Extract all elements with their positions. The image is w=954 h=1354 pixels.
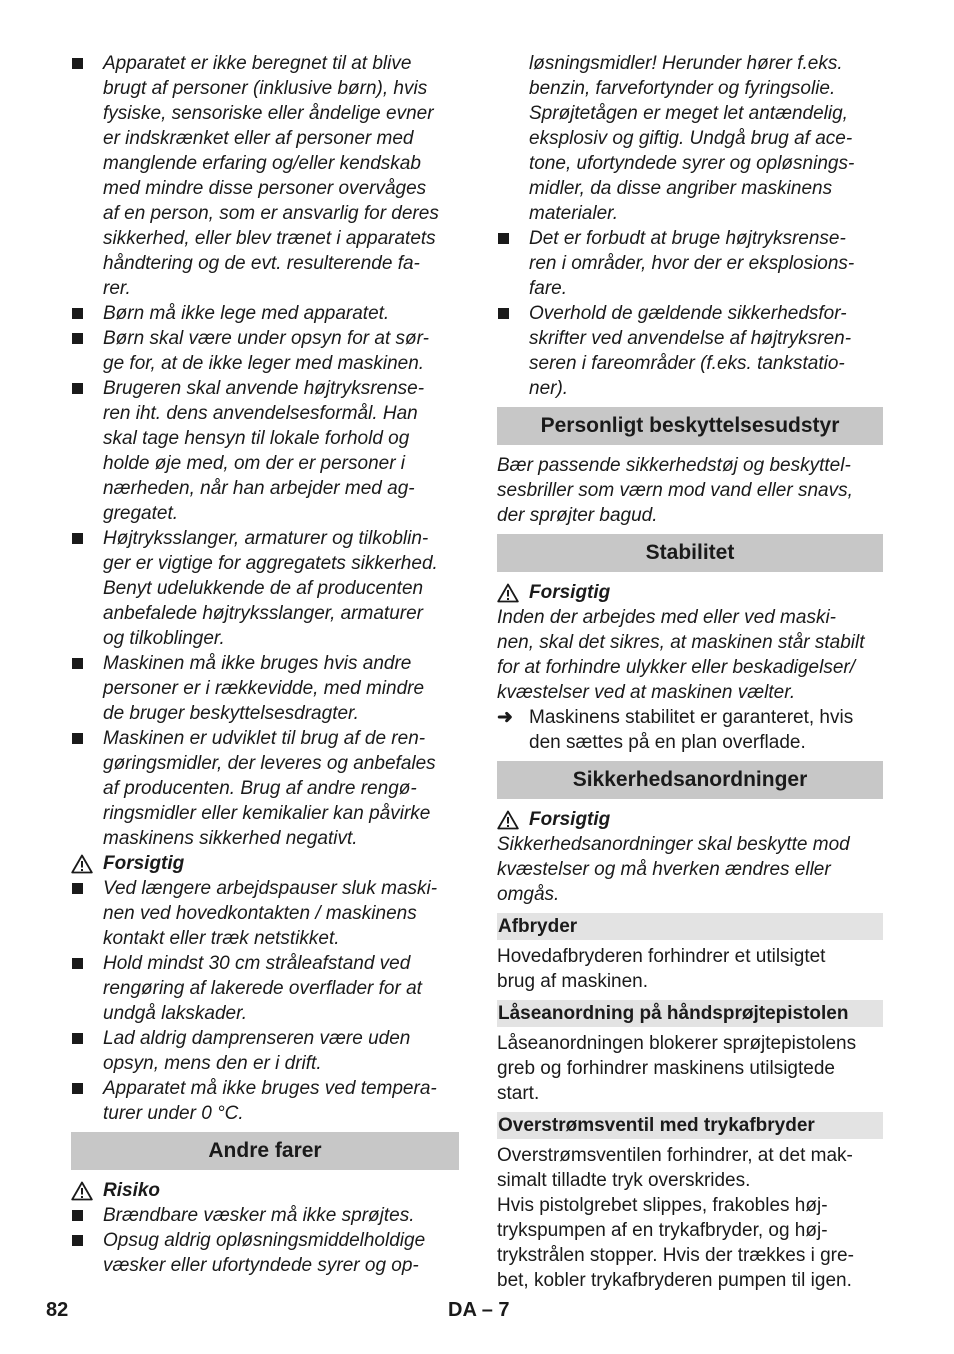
text-line: midler, da disse angriber maskinens xyxy=(529,178,833,199)
text-line: bet, kobler trykafbryderen pumpen til igen. xyxy=(497,1270,852,1291)
caution-heading xyxy=(71,851,459,876)
text-line: undgå lakskader. xyxy=(103,1003,248,1024)
text-line: Højtryksslanger, armaturer og tilkoblin- xyxy=(103,528,429,549)
bullet-square-icon xyxy=(497,301,529,326)
text-line: gregatet. xyxy=(103,503,178,524)
list-item xyxy=(71,1026,459,1076)
right-arrow-icon: ➜ xyxy=(497,707,513,728)
bullet-square-icon xyxy=(71,526,103,551)
text-line: og tilkoblinger. xyxy=(103,628,225,649)
paragraph-laaseanordning xyxy=(497,1031,883,1106)
right-column xyxy=(497,51,883,1293)
list-item xyxy=(71,951,459,1026)
text-line: holde øje med, om der er personer i xyxy=(103,453,406,474)
text-line: Hvis pistolgrebet slippes, frakobles høj- xyxy=(497,1195,828,1216)
warning-triangle-icon xyxy=(71,854,103,874)
text-line: rer. xyxy=(103,278,131,299)
section-heading-sikkerhed: Sikkerhedsanordninger xyxy=(497,761,883,799)
subheading-overstroemsventil: Overstrømsventil med trykafbryder xyxy=(497,1112,883,1139)
text-line: materialer. xyxy=(529,203,619,224)
list-item xyxy=(71,326,459,376)
result-item xyxy=(497,705,883,755)
text-line: personer er i rækkevidde, med mindre xyxy=(103,678,425,699)
text-line: Hovedafbryderen forhindrer et utilsigtet xyxy=(497,946,826,967)
text-line: trykspumpen af en trykafbryder, og høj- xyxy=(497,1220,828,1241)
text-line: håndtering og de evt. resulterende fa- xyxy=(103,253,420,274)
text-line: Det er forbudt at bruge højtryksrense- xyxy=(529,228,846,249)
text-line: løsningsmidler! Herunder hører f.eks. xyxy=(529,53,843,74)
text-line: sikkerhed, eller blev trænet i apparatets xyxy=(103,228,436,249)
bullet-square-icon xyxy=(71,726,103,751)
list-item xyxy=(71,1076,459,1126)
text-line: maskinens sikkerhed negativt. xyxy=(103,828,358,849)
text-line: manglende erfaring og/eller kendskab xyxy=(103,153,421,174)
bullet-square-icon xyxy=(71,1228,103,1253)
warning-triangle-icon xyxy=(71,1181,103,1201)
text-line: fysiske, sensoriske eller åndelige evner xyxy=(103,103,434,124)
section-heading-andre-farer: Andre farer xyxy=(71,1132,459,1170)
bullet-square-icon xyxy=(71,51,103,76)
text-line: omgås. xyxy=(497,884,560,905)
text-line: ner). xyxy=(529,378,569,399)
text-line: ge for, at de ikke leger med maskinen. xyxy=(103,353,425,374)
text-line: Ved længere arbejdspauser sluk maski- xyxy=(103,878,438,899)
section-heading-personligt: Personligt beskyttelsesudstyr xyxy=(497,407,883,445)
list-item xyxy=(497,301,883,401)
text-line: er indskrænket eller af personer med xyxy=(103,128,414,149)
text-line: greb og forhindrer maskinens utilsigtede xyxy=(497,1058,835,1079)
paragraph-afbryder xyxy=(497,944,883,994)
text-line: skrifter ved anvendelse af højtryksren- xyxy=(529,328,852,349)
text-line: Maskinen er udviklet til brug af de ren- xyxy=(103,728,426,749)
paragraph-personligt xyxy=(497,453,883,528)
paragraph-overstroemsventil xyxy=(497,1143,883,1293)
text-line: brugt af personer (inklusive børn), hvis xyxy=(103,78,428,99)
list-item xyxy=(71,376,459,526)
text-line: Låseanordningen blokerer sprøjtepistolens xyxy=(497,1033,857,1054)
list-item xyxy=(71,51,459,301)
list-item xyxy=(71,876,459,951)
text-line: eksplosiv og giftig. Undgå brug af ace- xyxy=(529,128,853,149)
text-line: Apparatet må ikke bruges ved tempera- xyxy=(103,1078,437,1099)
list-item xyxy=(497,226,883,301)
text-line: start. xyxy=(497,1083,540,1104)
text-line: Børn må ikke lege med apparatet. xyxy=(103,303,390,324)
warning-label: Forsigtig xyxy=(103,853,185,874)
bullet-square-icon xyxy=(71,951,103,976)
text-line: nen, skal det sikres, at maskinen står stabilt xyxy=(497,632,865,653)
text-line: kvæstelser og må hverken ændres eller xyxy=(497,859,831,880)
text-line: simalt tilladte tryk overskrides. xyxy=(497,1170,751,1191)
text-line: Sprøjtetågen er meget let antændelig, xyxy=(529,103,848,124)
text-line: Benyt udelukkende de af producenten xyxy=(103,578,424,599)
text-line: kvæstelser ved at maskinen vælter. xyxy=(497,682,796,703)
left-column xyxy=(71,51,459,1278)
text-line: der sprøjter bagud. xyxy=(497,505,658,526)
list-item xyxy=(71,651,459,726)
text-line: turer under 0 °C. xyxy=(103,1103,244,1124)
subheading-laaseanordning: Låseanordning på håndsprøjtepistolen xyxy=(497,1000,883,1027)
paragraph-stabilitet xyxy=(497,605,883,705)
text-line: nærheden, når han arbejder med ag- xyxy=(103,478,415,499)
warning-triangle-icon xyxy=(497,810,529,830)
text-line: Apparatet er ikke beregnet til at blive xyxy=(103,53,412,74)
text-line: fare. xyxy=(529,278,568,299)
text-line: Maskinens stabilitet er garanteret, hvis xyxy=(529,707,854,728)
text-line: sesbriller som værn mod vand eller snavs, xyxy=(497,480,853,501)
bullet-square-icon xyxy=(71,326,103,351)
warning-triangle-icon xyxy=(497,583,529,603)
list-item xyxy=(71,726,459,851)
list-item xyxy=(71,526,459,651)
text-line: nen ved hovedkontakten / maskinens xyxy=(103,903,417,924)
warning-label: Forsigtig xyxy=(529,809,611,830)
text-line: de bruger beskyttelsesdragter. xyxy=(103,703,359,724)
text-line: af en person, som er ansvarlig for deres xyxy=(103,203,439,224)
text-line: tone, ufortyndede syrer og opløsnings- xyxy=(529,153,855,174)
continued-bullet-text xyxy=(497,51,883,226)
text-line: væsker eller ufortyndede syrer og op- xyxy=(103,1255,419,1276)
bullet-square-icon xyxy=(71,301,103,326)
paragraph-sikkerhed xyxy=(497,832,883,907)
text-line: gøringsmidler, der leveres og anbefales xyxy=(103,753,436,774)
bullet-square-icon xyxy=(71,876,103,901)
page-label: DA – 7 xyxy=(448,1299,510,1321)
caution-heading xyxy=(497,580,883,605)
text-line: ringsmidler eller kemikalier kan påvirke xyxy=(103,803,431,824)
text-line: ger er vigtige for aggregatets sikkerhed. xyxy=(103,553,438,574)
text-line: ren iht. dens anvendelsesformål. Han xyxy=(103,403,418,424)
text-line: Sikkerhedsanordninger skal beskytte mod xyxy=(497,834,850,855)
text-line: Overhold de gældende sikkerhedsfor- xyxy=(529,303,847,324)
text-line: brug af maskinen. xyxy=(497,971,649,992)
warning-label: Forsigtig xyxy=(529,582,611,603)
text-line: kontakt eller træk netstikket. xyxy=(103,928,340,949)
text-line: af producenten. Brug af andre rengø- xyxy=(103,778,417,799)
text-line: trykstrålen stopper. Hvis der trækkes i gre- xyxy=(497,1245,854,1266)
text-line: Maskinen må ikke bruges hvis andre xyxy=(103,653,412,674)
page-number: 82 xyxy=(46,1299,69,1321)
bullet-square-icon xyxy=(71,1076,103,1101)
text-line: Opsug aldrig opløsningsmiddelholdige xyxy=(103,1230,426,1251)
text-line: rengøring af lakerede overflader for at xyxy=(103,978,422,999)
bullet-square-icon xyxy=(71,1026,103,1051)
bullet-square-icon xyxy=(497,226,529,251)
text-line: Brugeren skal anvende højtryksrense- xyxy=(103,378,425,399)
text-line: Bær passende sikkerhedstøj og beskyttel- xyxy=(497,455,851,476)
text-line: anbefalede højtryksslanger, armaturer xyxy=(103,603,423,624)
text-line: den sættes på en plan overflade. xyxy=(529,732,806,753)
text-line: benzin, farvefortynder og fyringsolie. xyxy=(529,78,836,99)
caution-heading xyxy=(497,807,883,832)
list-item xyxy=(71,301,459,326)
text-line: seren i fareområder (f.eks. tankstatio- xyxy=(529,353,845,374)
text-line: Børn skal være under opsyn for at sør- xyxy=(103,328,429,349)
section-heading-stabilitet: Stabilitet xyxy=(497,534,883,572)
risk-heading xyxy=(71,1178,459,1203)
text-line: Lad aldrig damprenseren være uden xyxy=(103,1028,411,1049)
bullet-square-icon xyxy=(71,1203,103,1228)
bullet-square-icon xyxy=(71,651,103,676)
text-line: for at forhindre ulykker eller beskadigelser/ xyxy=(497,657,856,678)
text-line: Brændbare væsker må ikke sprøjtes. xyxy=(103,1205,415,1226)
subheading-afbryder: Afbryder xyxy=(497,913,883,940)
warning-label: Risiko xyxy=(103,1180,161,1201)
text-line: opsyn, mens den er i drift. xyxy=(103,1053,322,1074)
list-item xyxy=(71,1228,459,1278)
text-line: Overstrømsventilen forhindrer, at det mak- xyxy=(497,1145,853,1166)
text-line: ren i områder, hvor der er eksplosions- xyxy=(529,253,855,274)
text-line: Inden der arbejdes med eller ved maski- xyxy=(497,607,837,628)
list-item xyxy=(71,1203,459,1228)
bullet-square-icon xyxy=(71,376,103,401)
text-line: med mindre disse personer overvåges xyxy=(103,178,427,199)
text-line: skal tage hensyn til lokale forhold og xyxy=(103,428,410,449)
text-line: Hold mindst 30 cm stråleafstand ved xyxy=(103,953,411,974)
